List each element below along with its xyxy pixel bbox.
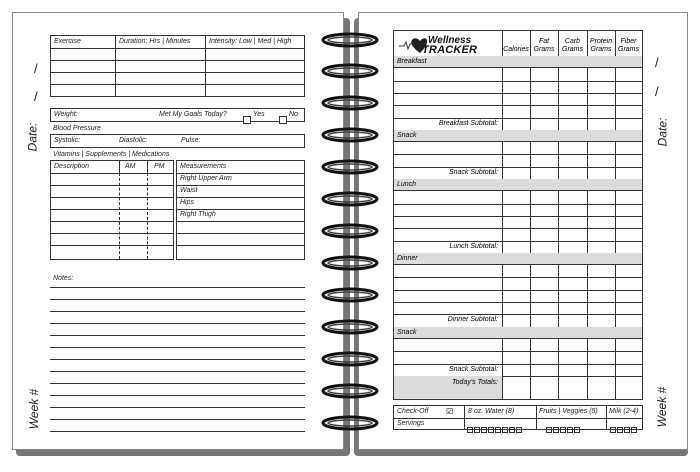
right-date-label: Date: (655, 117, 670, 147)
section-header: Lunch (394, 179, 642, 191)
notes-line[interactable] (50, 407, 305, 408)
measurements-header: Measurements (180, 163, 227, 170)
food-row[interactable] (394, 290, 642, 291)
description-header: Description (54, 163, 90, 170)
spiral-coil (321, 383, 379, 399)
notes-line[interactable] (50, 287, 305, 288)
notes-line[interactable] (50, 311, 305, 312)
diastolic-label: Diastolic: (119, 137, 148, 144)
food-tracker-table (393, 30, 643, 400)
food-row[interactable] (394, 81, 642, 82)
left-week-label: Week # (27, 388, 42, 430)
subtotal-label: Breakfast Subtotal: (438, 119, 498, 127)
right-week-label: Week # (655, 386, 670, 428)
weight-row (50, 108, 305, 122)
notes-line[interactable] (50, 347, 305, 348)
subtotal-label: Snack Subtotal: (448, 168, 498, 176)
left-date-label: Date: (25, 122, 40, 152)
yes-checkbox[interactable] (243, 111, 251, 129)
water-checkboxes[interactable] (467, 420, 523, 438)
measure-upper-arm: Right Upper Arm (180, 175, 232, 182)
spiral-coil (321, 159, 379, 175)
todays-totals-label: Today's Totals: (452, 378, 498, 386)
right-date-slash-1: / (655, 55, 659, 70)
servings-label: Servings (397, 420, 425, 427)
measure-thigh: Right Thigh (180, 211, 216, 218)
notes-line[interactable] (50, 299, 305, 300)
weight-label: Weight: (54, 111, 78, 118)
logo-tracker: TRACKER (422, 44, 478, 56)
section-header: Breakfast (394, 56, 642, 68)
checkoff-label: Check-Off (397, 408, 429, 415)
exercise-header: Exercise (54, 38, 81, 45)
notes-line[interactable] (50, 323, 305, 324)
am-header: AM (125, 163, 136, 170)
spiral-coil (321, 351, 379, 367)
measurements-table (176, 160, 305, 260)
spiral-coil (321, 287, 379, 303)
wellness-logo (398, 34, 494, 56)
spiral-coil (321, 95, 379, 111)
notes-label: Notes: (53, 275, 74, 282)
food-row[interactable] (394, 93, 642, 94)
spiral-coil (321, 319, 379, 335)
notes-line[interactable] (50, 383, 305, 384)
measure-waist: Waist (180, 187, 198, 194)
notes-line[interactable] (50, 419, 305, 420)
subtotal-label: Lunch Subtotal: (449, 242, 498, 250)
milk-label: Milk (2-4) (609, 408, 639, 415)
notes-line[interactable] (50, 395, 305, 396)
food-row[interactable] (394, 154, 642, 155)
food-row[interactable] (394, 204, 642, 205)
notes-line[interactable] (50, 335, 305, 336)
goals-label: Met My Goals Today? (159, 111, 227, 118)
column-header: Carb Grams (562, 38, 583, 53)
measure-hips: Hips (180, 199, 195, 206)
food-row[interactable] (394, 351, 642, 352)
spiral-coil (321, 255, 379, 271)
spiral-coil (321, 191, 379, 207)
section-header: Dinner (394, 253, 642, 265)
notes-line[interactable] (50, 431, 305, 432)
subtotal-label: Dinner Subtotal: (447, 316, 498, 324)
vitamins-table (50, 160, 174, 260)
food-row[interactable] (394, 364, 642, 365)
date-slash-1: / (34, 61, 38, 76)
fruit-checkboxes[interactable] (546, 420, 581, 438)
pulse-label: Pulse: (181, 137, 201, 144)
section-header: Snack (394, 327, 642, 339)
fruits-label: Fruits | Veggies (5) (539, 408, 598, 415)
date-slash-2: / (34, 89, 38, 104)
spiral-coil (321, 223, 379, 239)
food-row[interactable] (394, 277, 642, 278)
milk-checkboxes[interactable] (610, 420, 638, 438)
notes-line[interactable] (50, 371, 305, 372)
section-header: Snack (394, 130, 642, 142)
spiral-coil (321, 127, 379, 143)
no-checkbox[interactable] (279, 111, 287, 129)
right-date-slash-2: / (655, 84, 659, 99)
pm-header: PM (154, 163, 165, 170)
no-label: No (289, 111, 298, 118)
subtotal-label: Snack Subtotal: (448, 365, 498, 373)
food-row[interactable] (394, 302, 642, 303)
column-header: Protein Grams (589, 38, 613, 53)
checkmark-box-icon: ☑ (446, 407, 454, 416)
food-row[interactable] (394, 241, 642, 242)
blood-pressure-label: Blood Pressure (53, 125, 101, 132)
water-label: 8 oz. Water (8) (468, 408, 515, 415)
food-row[interactable] (394, 228, 642, 229)
exercise-table (50, 35, 305, 97)
notes-line[interactable] (50, 359, 305, 360)
vitamins-label: Vitamins | Supplements | Medications (53, 151, 170, 158)
intensity-header: Intensity: Low | Med | High (209, 38, 292, 45)
spiral-coil (321, 415, 379, 431)
yes-label: Yes (253, 111, 265, 118)
bp-row (50, 134, 305, 148)
column-header: Fiber Grams (618, 38, 639, 53)
logo-wellness: Wellness (428, 35, 472, 46)
food-row[interactable] (394, 216, 642, 217)
food-row[interactable] (394, 314, 642, 315)
spiral-coil (321, 32, 379, 48)
duration-header: Duration: Hrs | Minutes (119, 38, 191, 45)
spiral-coil (321, 63, 379, 79)
checkoff-table (393, 405, 643, 430)
food-row[interactable] (394, 105, 642, 106)
column-header: Fat Grams (533, 38, 555, 53)
food-row[interactable] (394, 118, 642, 119)
column-header: Calories (503, 46, 529, 53)
food-row[interactable] (394, 167, 642, 168)
systolic-label: Systolic: (54, 137, 81, 144)
